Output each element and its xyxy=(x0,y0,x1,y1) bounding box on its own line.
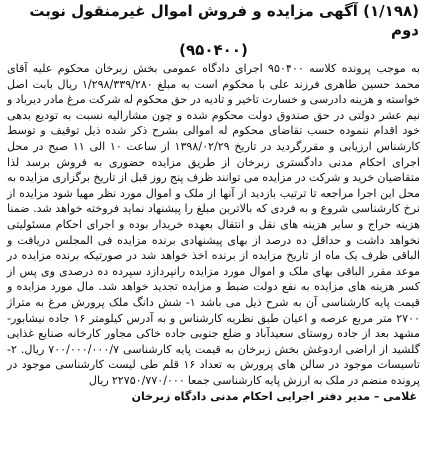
auction-notice xyxy=(4,2,423,457)
notice-title: (۱/۱۹۸) آگهی مزایده و فروش اموال غیرمنقول نوبت دوم xyxy=(29,2,419,39)
notice-body: به موجب پرونده کلاسه ۹۵۰۴۰۰ اجرای دادگاه عمومی بخش زبرخان محکوم علیه آقای محمد حسین طاهری فرزند علی با محکوم است به مبلغ ۱/۲۹۸/۳۳۹/۲۸۰ ریال بابت اصل خواسته و هزینه دادرسی و خسارت تاخیر و تادیه در حق محکوم له شرکت مرغ مادر دیرباد و نیم عشر دولتی در حق صندوق دولت محکوم شده و چون مشارالیه نسبت به تودیع بدهی خود اقدام ننموده حسب تقاضای محکوم له اموالی بشرح ذکر شده ذیل توقیف و توسط کارشناس ارزیابی و مقررگردید در تاریخ ۱۳۹۸/۰۲/۲۹ از ساعت ۱۰ الی ۱۱ صبح در محل اجرای احکام مدنی دادگستری زبرخان از طریق مزایده حضوری به فروش برسد لذا متقاضیان خرید و شرکت در مزایده می توانند ظرف پنج روز قبل از تاریخ برگزاری مزایده به محل این اجرا مراجعه تا ترتیب بازدید از آنها از ملک و اموال مورد نظر مهیا شود مزایده از نرخ کارشناسی شروع و به فردی که بالاترین مبلغ را پیشنهاد نماید فروخته خواهد شد. ضمنا هزینه حراج و سایر هزینه های نقل و انتقال بعهده خریدار بوده و اجرای احکام مسئولیتی نخواهد داشت و حداقل ده درصد از بهای پیشنهادی برنده مزایده فی المجلس دریافت و الباقی ظرف یک ماه از تاریخ مزایده از برنده اخذ خواهد شد در صورتیکه برنده مزایده در موعد مقرر الباقی بهای ملک و اموال مورد مزایده رانپردازد سپرده ده درصدی وی پس از کسر هزینه های مزایده به نفع دولت ضبط و مزایده تجدید خواهد شد. مال مورد مزایده و قیمت پایه کارشناسی آن به شرح ذیل می باشد ۱- شش دانگ ملک پرورش مرغ به متراژ ۲۷۰۰ متر مربع عرصه و اعیان طبق نظریه کارشناس و به آدرس کیلومتر ۱۶ جاده نیشابور- مشهد بعد از جاده روستای سعیدآباد و ضلع جنوبی جاده خاکی مجاور کارخانه صنایع غذایی گلشید از اراضی اردوغش بخش زبرخان به قیمت پایه کارشناسی ۷۰۰/۰۰۰/۰۰۰/۷ ریال. ۲- تاسیسات موجود در سالن های پرورش به تعداد ۱۶ قلم طی لیست کارشناسی موجود در پرونده منضم در ملک به ارزش پایه کارشناسی جمعا ۲۲۷۵۰/۷۷۰/۰۰۰ ریال xyxy=(7,62,421,387)
notice-number: (۹۵۰۴۰۰) xyxy=(179,41,248,59)
notice-signature: غلامی – مدیر دفتر اجرایی احکام مدنی دادگاه زبرخان xyxy=(131,390,417,404)
